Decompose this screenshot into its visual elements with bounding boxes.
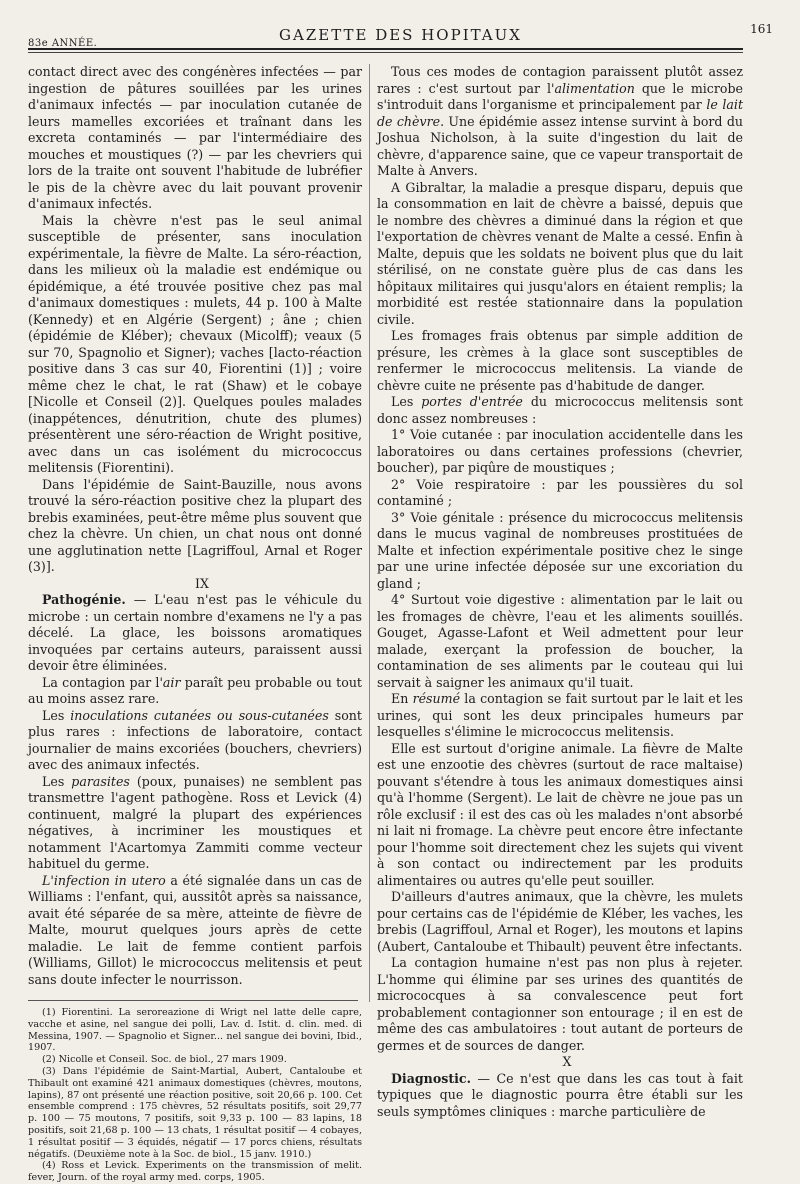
text-run: Les [391, 394, 422, 409]
left-column [28, 64, 362, 1184]
text-run: a été signalée dans un cas de Williams : l'enfant, qui, aussitôt après sa naissance, avait été séparée de sa mère, atteinte de fièvre de Malte, mourut quelques jours après de cette maladie. Le lait de femme contient parfois (Williams, Gillot) le micrococcus melitensis et peut sans doute infecter le nourrisson. [28, 872, 362, 987]
italic-run: parasites [71, 773, 130, 789]
section-lead: Pathogénie. [42, 592, 126, 607]
paragraph: contact direct avec des congénères infectées — par ingestion de pâtures souillées par les urines d'animaux infectés — par inoculation cutanée de leurs mamelles excoriées et traînant dans les excreta contaminés — par l'intermédiaire des mouches et moustiques (?) — par les chevriers qui lors de la traite ont souvent l'habitude de lubréfier le pis de la chèvre avec du lait pouvant provenir d'animaux infectés. [28, 64, 362, 211]
paragraph [377, 394, 743, 427]
page-number: 161 [750, 22, 773, 36]
footnote: (1) Fiorentini. La seroreazione di Wrigt nel latte delle capre, vacche et asine, nel sangue dei polli, Lav. d. Istit. d. clin. med. di Messina, 1907. — Spagnolio et Signer... nel sangue dei bovini, Ibid., 1907. [28, 1007, 362, 1054]
italic-run: le lait de chèvre [377, 97, 743, 129]
text-run: sont plus rares : infections de laboratoire, contact journalier de mains excoriées (bouchers, chevriers) avec des animaux infectés. [28, 707, 362, 772]
paragraph [28, 774, 362, 873]
italic-run: inoculations cutanées ou sous-cutanées [70, 707, 329, 723]
list-item: 3° Voie génitale : présence du micrococcus melitensis dans le mucus vaginal de nombreuses prostituées de Malte et infection expérimentale positive chez le singe par une urine infectée déposée sur une excoriation du gland ; [377, 509, 743, 591]
section-lead: Diagnostic. [391, 1070, 471, 1086]
text-run: Tous ces modes de contagion paraissent plutôt assez rares : c'est surtout par l' [377, 64, 743, 96]
paragraph [28, 708, 362, 774]
paragraph: Elle est surtout d'origine animale. La fièvre de Malte est une enzootie des chèvres (surtout de race maltaise) pouvant s'étendre à tous les animaux domestiques ainsi qu'à l'homme (Sergent). Le lait de chèvre ne joue pas un rôle exclusif : il est des cas où les malades n'ont absorbé ni lait ni fromage. La chèvre peut encore être infectante pour l'homme soit directement chez les sujets qui vivent à son contact ou indirectement par les produits alimentaires ou autres qu'elle peut souiller. [377, 740, 743, 888]
italic-run: alimentation [554, 80, 635, 96]
text-run: que le microbe s'introduit dans l'organisme et principalement par [377, 80, 743, 112]
list-item: 4° Surtout voie digestive : alimentation par le lait ou les fromages de chèvre, l'eau et les aliments souillés. Gouget, Agasse-Lafont et Weil admettent pour leur malade, exerçant la profession de boucher, la contamination de ses aliments par le couteau qui lui servait à saigner les animaux qu'il tuait. [377, 592, 743, 690]
paragraph [28, 592, 362, 675]
list-item: 1° Voie cutanée : par inoculation accidentelle dans les laboratoires ou dans certaines professions (chevrier, boucher), par piqûre de moustiques ; [377, 427, 743, 475]
list-item: 2° Voie respiratoire : par les poussières du sol contaminé ; [377, 476, 743, 508]
paragraph: D'ailleurs d'autres animaux, que la chèvre, les mulets pour certains cas de l'épidémie de Kléber, les vaches, les brebis (Lagriffoul, Arnal et Roger), les moutons et lapins (Aubert, Cantaloube et Thibault) peuvent être infectants. [377, 889, 743, 954]
paragraph [377, 691, 743, 741]
section-heading: X [562, 1054, 572, 1069]
text-run: La contagion par l' [42, 674, 163, 690]
section-heading: IX [195, 575, 209, 591]
paragraph [28, 675, 362, 708]
italic-run: L'infection in utero [42, 872, 166, 888]
text-run: du micrococcus melitensis sont donc assez nombreuses : [377, 394, 743, 426]
paragraph: La contagion humaine n'est pas non plus à rejeter. L'homme qui élimine par ses urines des quantités de micrococques à sa convalescence peut fort probablement contagionner son entourage ; il en est de même des cas ambulatoires : tout autant de porteurs de germes et de sources de danger. [377, 955, 743, 1053]
text-run: paraît peu probable ou tout au moins assez rare. [28, 674, 362, 706]
paragraph: A Gibraltar, la maladie a presque disparu, depuis que la consommation en lait de chèvre a baissé, depuis que le nombre des chèvres a diminué dans la région et que l'exportation de chèvres venant de Malte a cessé. Enfin à Malte, depuis que les soldats ne boivent plus que du lait stérilisé, on ne constate guère plus de cas dans les hôpitaux militaires qui jusqu'alors en étaient remplis; la morbidité est restée stationnaire dans la population civile. [377, 179, 743, 327]
paragraph: Les fromages frais obtenus par simple addition de présure, les crèmes à la glace sont susceptibles de renfermer le micrococcus melitensis. La viande de chèvre cuite ne présente pas d'habitude de danger. [377, 328, 743, 393]
right-column [377, 64, 743, 1120]
text-run: Les [42, 773, 72, 789]
paragraph [377, 1071, 743, 1121]
paragraph-text: — Ce n'est que dans les cas tout à fait typiques que le diagnostic pourra être établi sur les seuls symptômes cliniques : marche particulière de [377, 1070, 743, 1119]
footnote-rule [28, 1000, 358, 1001]
footnote: (2) Nicolle et Conseil. Soc. de biol., 27 mars 1909. [42, 1054, 287, 1066]
paragraph [28, 873, 362, 989]
text-run: Les [42, 707, 71, 723]
footnote: (3) Dans l'épidémie de Saint-Martial, Aubert, Cantaloube et Thibault ont examiné 421 animaux domestiques (chèvres, moutons, lapins), 87 ont présenté une réaction positive, soit 20,66 p. 100. Cet ensemble comprend : 175 chèvres, 52 résultats positifs, soit 29,77 p. 100 — 75 moutons, 7 positifs, soit 9,33 p. 100 — 83 lapins, 18 positifs, soit 21,68 p. 100 — 13 chats, 1 résultat positif — 4 cobayes, 1 résultat positif — 3 équidés, négatif — 17 porcs chiens, résultats négatifs. (Deuxième note à la Soc. de biol., 15 janv. 1910.) [28, 1065, 362, 1160]
page-header [28, 14, 773, 48]
footnote: (4) Ross et Levick. Experiments on the transmission of melit. fever, Journ. of the royal army med. corps, 1905. [28, 1160, 362, 1184]
journal-title: GAZETTE DES HOPITAUX [279, 26, 522, 44]
header-rule-thick [28, 48, 743, 50]
text-run: . Une épidémie assez intense survint à bord du Joshua Nicholson, à la suite d'ingestion du lait de chèvre, d'apparence saine, que ce vapeur transportait de Malte à Anvers. [377, 113, 744, 178]
italic-run: portes d'entrée [421, 394, 523, 409]
edition-label: 83e ANNÉE. [28, 38, 98, 49]
paragraph: Dans l'épidémie de Saint-Bauzille, nous avons trouvé la séro-réaction positive chez la plupart des brebis examinées, peut-être même plus souvent que chez la chèvre. Un chien, un chat nous ont donné une agglutination nette [Lagriffoul, Arnal et Roger (3)]. [28, 476, 362, 574]
italic-run: air [162, 674, 181, 690]
paragraph [377, 64, 743, 180]
column-separator [369, 64, 370, 1002]
text-run: la contagion se fait surtout par le lait et les urines, qui sont les deux principales humeurs par lesquelles s'élimine le micrococcus melitensis. [377, 691, 744, 739]
header-rule-thin [28, 52, 743, 53]
text-run: En [391, 691, 413, 706]
paragraph: Mais la chèvre n'est pas le seul animal susceptible de présenter, sans inoculation expérimentale, la fièvre de Malte. La séro-réaction, dans les milieux où la maladie est endémique ou épidémique, a été trouvée positive chez pas mal d'animaux domestiques : mulets, 44 p. 100 à Malte (Kennedy) et en Algérie (Sergent) ; âne ; chien (épidémie de Kléber); chevaux (Micolff); veaux (5 sur 70, Spagnolio et Signer); vaches [lacto-réaction positive dans 3 cas sur 40, Fiorentini (1)] ; voire même chez le chat, le rat (Shaw) et le cobaye [Nicolle et Conseil (2)]. Quelques poules malades (inappétences, dénutrition, chute des plumes) présentèrent une séro-réaction de Wright positive, avec dans un cas isolément du micrococcus melitensis (Fiorentini). [28, 212, 362, 475]
italic-run: résumé [412, 691, 461, 706]
text-run: (poux, punaises) ne semblent pas transmettre l'agent pathogène. Ross et Levick (4) continuent, malgré la plupart des expériences négatives, à incriminer les moustiques et notamment l'Acartomya Zammiti comme vecteur habituel du germe. [28, 773, 362, 871]
paragraph-text: — L'eau n'est pas le véhicule du microbe : un certain nombre d'examens ne l'y a pas décelé. La glace, les boissons aromatiques invoquées par certains auteurs, paraissent aussi devoir être éliminées. [28, 592, 362, 673]
